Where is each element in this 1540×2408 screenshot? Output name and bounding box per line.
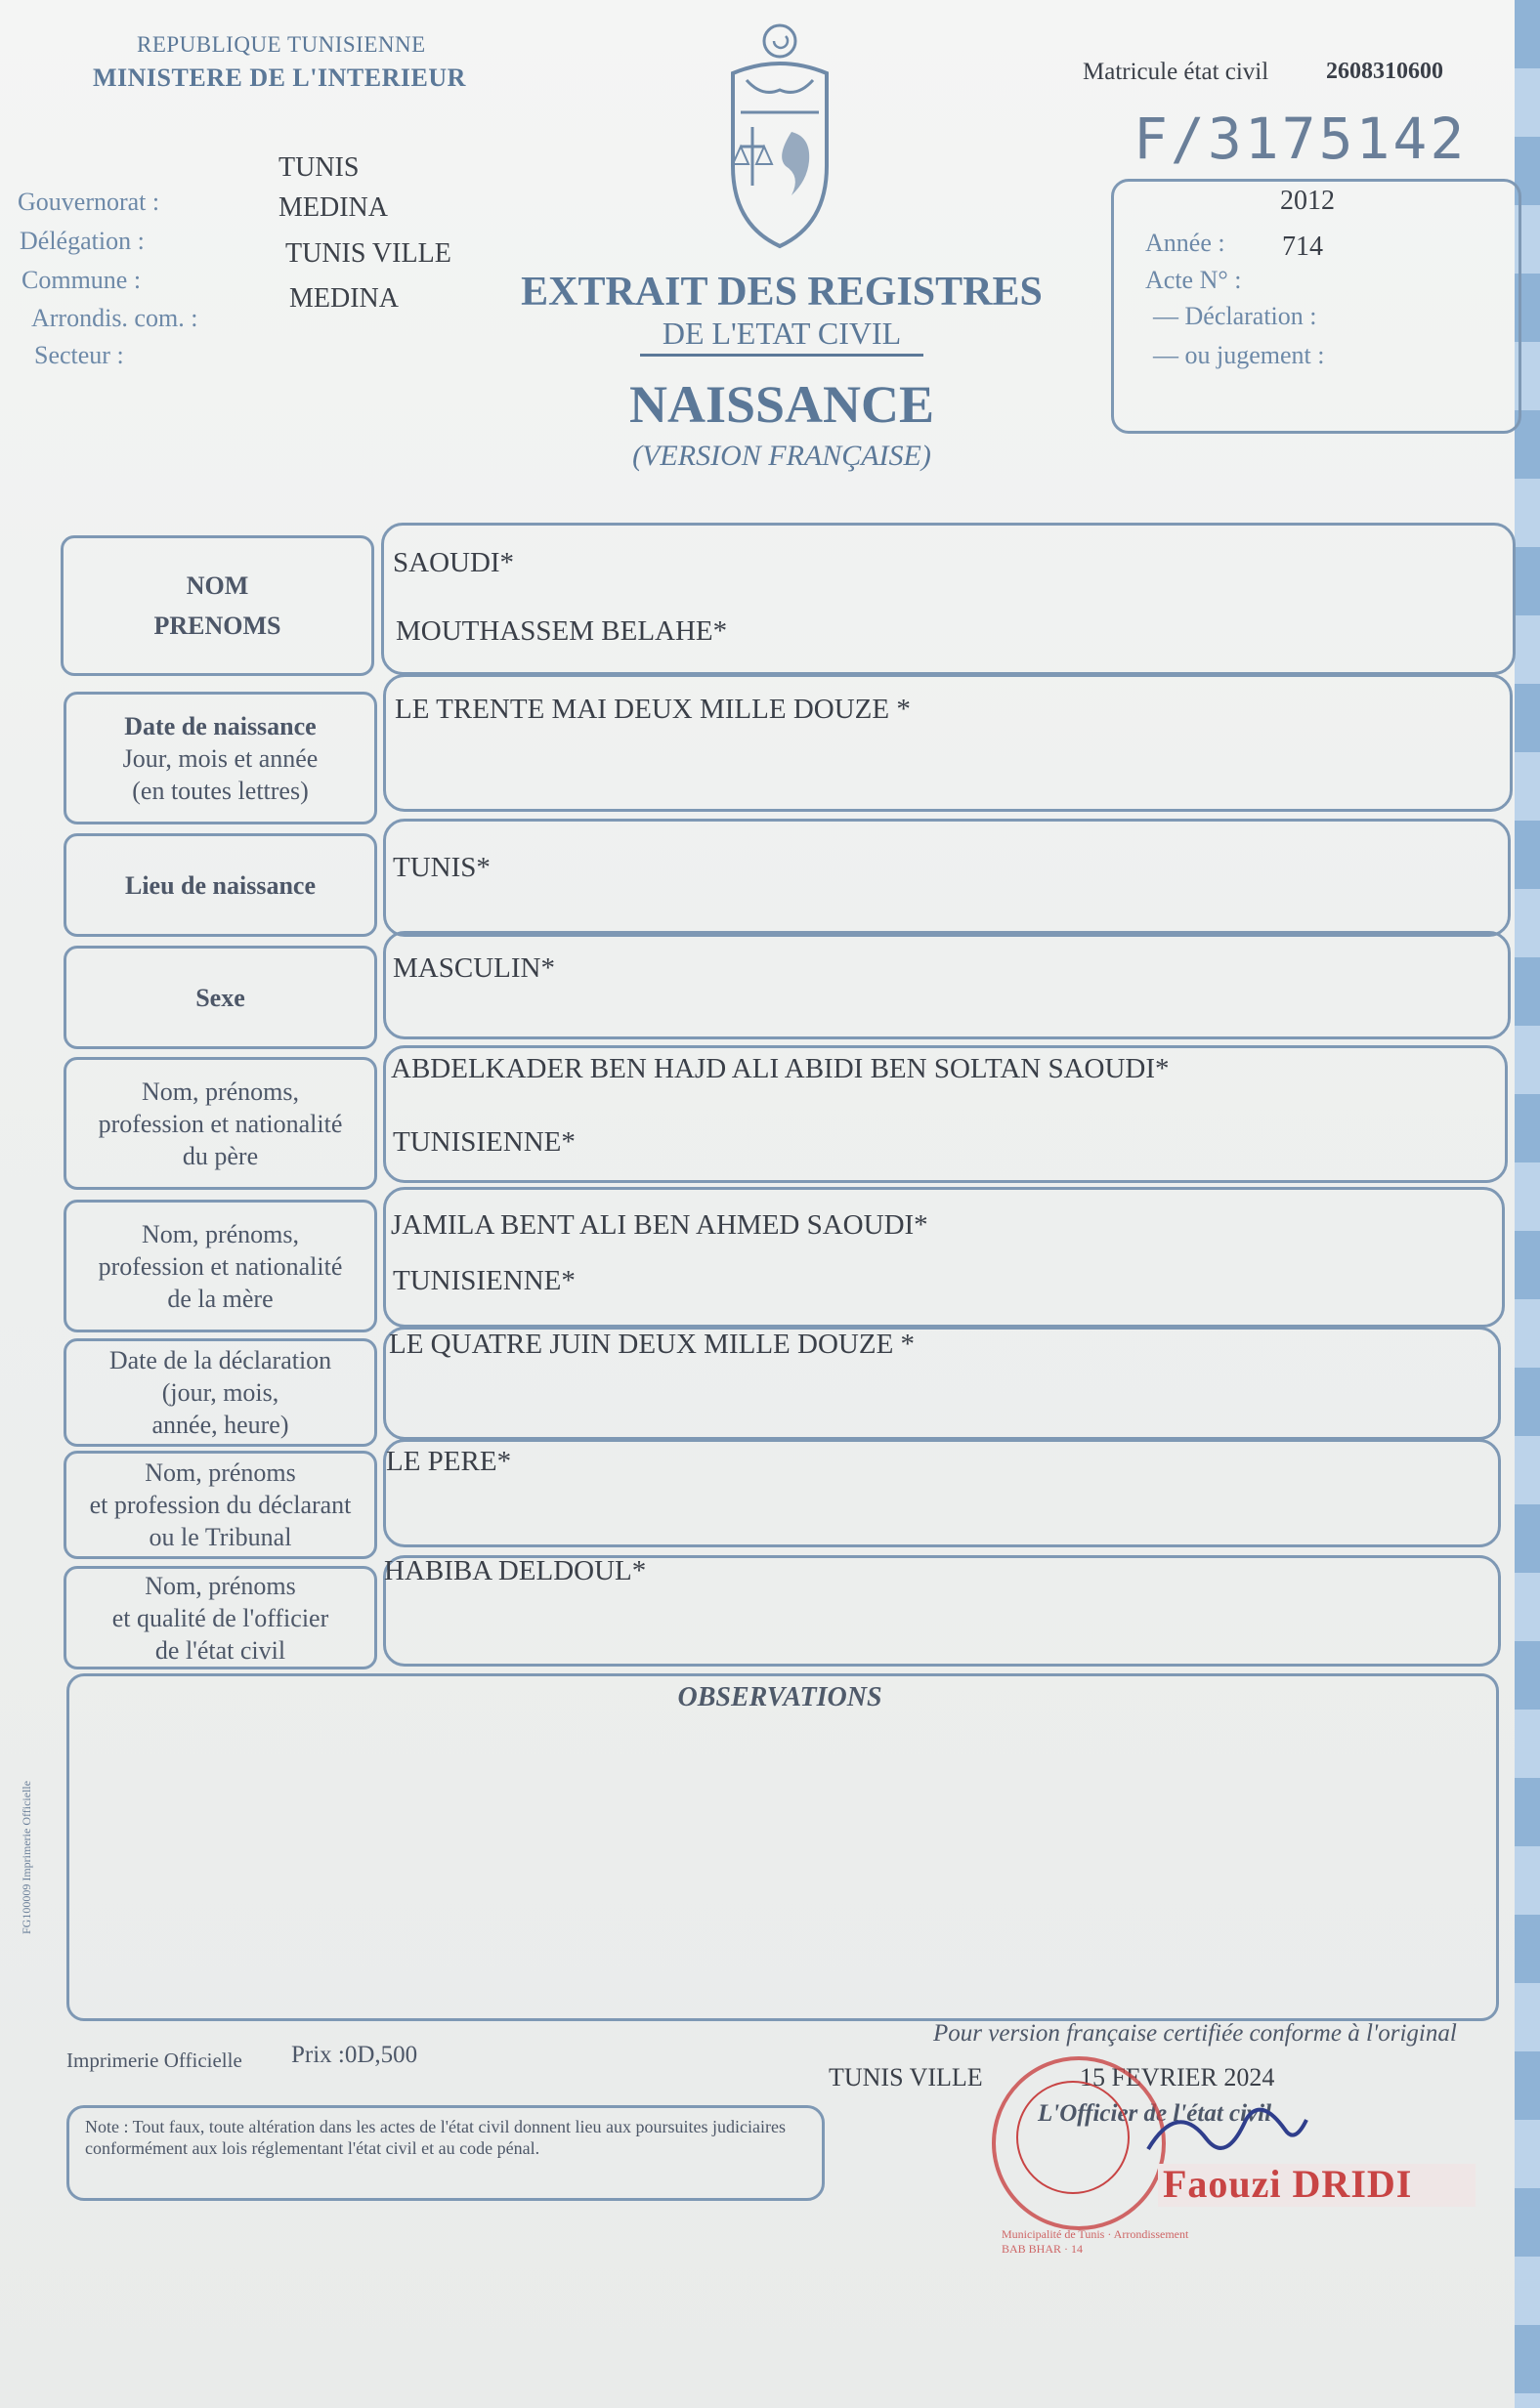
observations-label: OBSERVATIONS xyxy=(677,1682,882,1712)
officier-value: HABIBA DELDOUL* xyxy=(384,1555,647,1586)
lieu-value: TUNIS* xyxy=(393,852,491,883)
handwritten-signature xyxy=(1138,2091,1314,2169)
stamp-text: Municipalité de Tunis · Arrondissement BAB BHAR · 14 xyxy=(1002,2227,1189,2256)
legal-note-box xyxy=(66,2105,825,2201)
declaration-date-label-cell xyxy=(64,1338,377,1447)
dob-label-cell xyxy=(64,692,377,824)
version-label: (VERSION FRANÇAISE) xyxy=(632,440,931,472)
sexe-value: MASCULIN* xyxy=(393,952,555,984)
official-stamp-inner xyxy=(1016,2081,1130,2194)
nom-label: NOM xyxy=(186,571,249,600)
matricule-value: 2608310600 xyxy=(1326,59,1443,84)
prenoms-label: PRENOMS xyxy=(153,612,281,640)
annee-value: 2012 xyxy=(1280,186,1335,216)
nom-prenoms-value-cell xyxy=(381,523,1516,675)
delegation-value: MEDINA xyxy=(278,192,388,223)
officier-label-line1: Nom, prénoms xyxy=(145,1571,296,1600)
mere-value-name: JAMILA BENT ALI BEN AHMED SAOUDI* xyxy=(391,1209,928,1241)
arrondissement-value: MEDINA xyxy=(289,283,399,314)
document-subtitle: DE L'ETAT CIVIL xyxy=(662,316,902,351)
declaration-date-label-line3: année, heure) xyxy=(151,1411,289,1439)
jugement-label: — ou jugement : xyxy=(1153,341,1325,369)
nom-prenoms-label-cell xyxy=(61,535,374,676)
document-title: EXTRAIT DES REGISTRES xyxy=(521,270,1043,315)
mere-label-line2: profession et nationalité xyxy=(98,1251,343,1281)
declarant-label-line1: Nom, prénoms xyxy=(145,1458,296,1487)
pere-label-cell xyxy=(64,1057,377,1190)
pere-label-line3: du père xyxy=(182,1141,259,1170)
lieu-value-cell xyxy=(383,819,1511,937)
pere-value-name: ABDELKADER BEN HAJD ALI ABIDI BEN SOLTAN SAOUDI* xyxy=(391,1053,1170,1084)
declarant-label-line2: et profession du déclarant xyxy=(89,1491,352,1519)
serial-number: F/3175142 xyxy=(1134,106,1468,172)
annee-label: Année : xyxy=(1145,229,1225,257)
declaration-date-value: LE QUATRE JUIN DEUX MILLE DOUZE * xyxy=(389,1329,916,1360)
declarant-label-line3: ou le Tribunal xyxy=(149,1523,292,1551)
certificate-type: NAISSANCE xyxy=(628,375,935,434)
imprimerie-label: Imprimerie Officielle xyxy=(66,2049,242,2072)
price-label: Prix :0D,500 xyxy=(291,2042,418,2068)
certified-statement: Pour version française certifiée conforme à l'original xyxy=(933,2020,1457,2047)
arrondissement-label: Arrondis. com. : xyxy=(31,304,198,332)
mere-label-line1: Nom, prénoms, xyxy=(141,1219,300,1248)
issue-date: 15 FEVRIER 2024 xyxy=(1080,2063,1275,2091)
dob-label-line1: Date de naissance xyxy=(124,711,317,740)
acte-value: 714 xyxy=(1282,232,1323,262)
declaration-label: — Déclaration : xyxy=(1153,302,1317,330)
pere-label-line2: profession et nationalité xyxy=(98,1109,343,1138)
gouvernorat-label: Gouvernorat : xyxy=(18,188,160,216)
side-print-code: FG100009 Imprimerie Officielle xyxy=(20,1780,33,1934)
nom-value: SAOUDI* xyxy=(393,547,515,578)
mere-value-nationality: TUNISIENNE* xyxy=(393,1265,576,1296)
dob-label-line3: (en toutes lettres) xyxy=(132,776,309,805)
pere-value-nationality: TUNISIENNE* xyxy=(393,1126,576,1158)
issue-place: TUNIS VILLE xyxy=(829,2063,983,2091)
mere-label-line3: de la mère xyxy=(167,1284,274,1313)
officier-label-cell xyxy=(64,1566,377,1669)
dob-label-line2: Jour, mois et année xyxy=(122,743,319,773)
gouvernorat-value: TUNIS xyxy=(278,152,360,183)
declaration-date-label-line1: Date de la déclaration xyxy=(108,1346,332,1374)
officier-label-line3: de l'état civil xyxy=(154,1635,286,1665)
prenoms-value: MOUTHASSEM BELAHE* xyxy=(396,615,728,647)
secteur-label: Secteur : xyxy=(34,341,124,369)
delegation-label: Délégation : xyxy=(20,227,145,255)
republic-label: REPUBLIQUE TUNISIENNE xyxy=(137,32,426,57)
commune-value: TUNIS VILLE xyxy=(285,238,451,269)
acte-label: Acte N° : xyxy=(1145,266,1242,294)
officer-title: L'Officier de l'état civil xyxy=(1038,2100,1272,2127)
dob-value: LE TRENTE MAI DEUX MILLE DOUZE * xyxy=(395,694,911,725)
matricule-label: Matricule état civil xyxy=(1083,59,1269,85)
declarant-label-cell xyxy=(64,1451,377,1559)
legal-note-text: Note : Tout faux, toute altération dans les actes de l'état civil donnent lieu aux poursuites judiciaires conformément aux lois réglementant l'état civil et au code pénal. xyxy=(85,2117,786,2158)
declarant-value: LE PERE* xyxy=(386,1446,512,1477)
officer-name-stamp: Faouzi DRIDI xyxy=(1163,2162,1413,2206)
lieu-label-cell xyxy=(64,833,377,937)
mere-label-cell xyxy=(64,1200,377,1332)
sexe-label: Sexe xyxy=(195,983,245,1012)
coat-of-arms-emblem xyxy=(713,20,845,249)
mere-value-cell xyxy=(383,1187,1505,1328)
observations-box xyxy=(66,1673,1499,2021)
lieu-label: Lieu de naissance xyxy=(124,870,317,900)
commune-label: Commune : xyxy=(21,266,142,294)
pere-label-line1: Nom, prénoms, xyxy=(141,1077,300,1106)
sexe-value-cell xyxy=(383,931,1511,1039)
ministry-label: MINISTERE DE L'INTERIEUR xyxy=(93,63,466,92)
declarant-value-cell xyxy=(383,1439,1501,1547)
sexe-label-cell xyxy=(64,946,377,1049)
title-underline xyxy=(640,354,923,357)
declaration-date-label-line2: (jour, mois, xyxy=(161,1378,279,1407)
officier-label-line2: et qualité de l'officier xyxy=(111,1603,329,1632)
